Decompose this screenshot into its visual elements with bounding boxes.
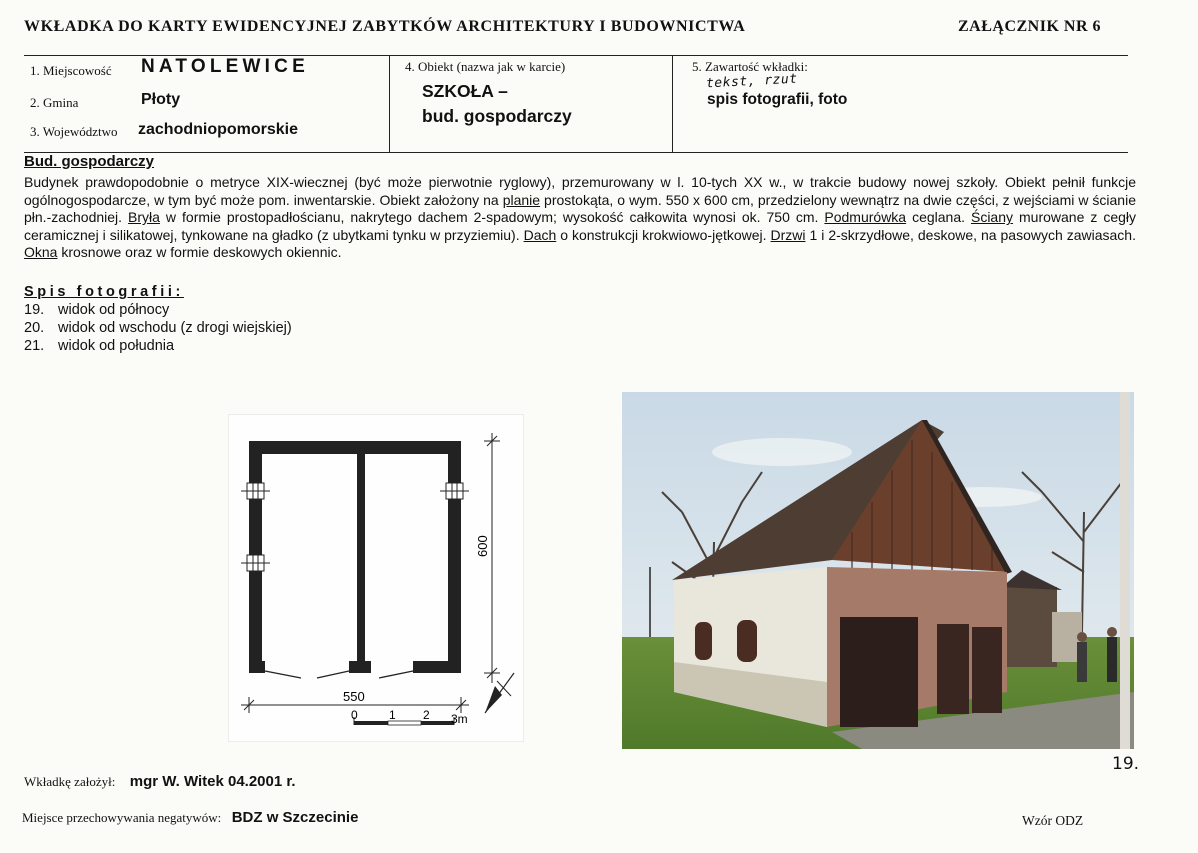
scale-label-1: 1 (389, 708, 396, 722)
scale-label-0: 0 (351, 708, 358, 722)
plan-wall-top (249, 441, 461, 454)
voivodeship-label: 3. Województwo (30, 124, 118, 139)
scale-label-2: 2 (423, 708, 430, 722)
table-divider-2 (672, 55, 673, 152)
floor-plan-drawing (229, 415, 523, 741)
description-text: Budynek prawdopodobnie o metryce XIX-wiecznej (być może pierwotnie ryglowy), przemurowany w l. 10-tych XX w., w trakcie budowy nowej szkoły. Obiekt pełnił funkcje ogólnogospodarcze, w tym być może pom. inwentarskie. Obiekt założony na planie prostokąta, o wym. 550 x 600 cm, przedzielony wewnątrz na dwie części, z wejściami w ścianie płn.-zachodniej. Bryła w formie prostopadłościanu, nakrytego dachem 2-spadowym; wysokość całkowita wynosi ok. 750 cm. Podmurówka ceglana. Ściany murowane z cegły ceramicznej i silikatowej, tynkowane na gładko (z ubytkami tynku w przyziemiu). Dach o konstrukcji krokwiowo-jętkowej. Drzwi 1 i 2-skrzydłowe, deskowe, na pasowych zawiasach. Okna krosnowe oraz w formie deskowych okiennic. (24, 174, 1136, 261)
contents-value: spis fotografii, foto (707, 91, 848, 108)
plan-width-dimension: 550 (343, 689, 365, 704)
table-divider-1 (389, 55, 390, 152)
contents-label: 5. Zawartość wkładki: (692, 59, 808, 74)
storage-row (22, 809, 358, 827)
photo-list-item: 20. widok od wschodu (z drogi wiejskiej) (24, 320, 292, 336)
commune-value: Płoty (141, 91, 181, 108)
locality-label: 1. Miejscowość (30, 63, 112, 78)
author-row (24, 773, 296, 791)
template-label: Wzór ODZ (1022, 813, 1084, 828)
storage-value: BDZ w Szczecinie (231, 809, 359, 826)
north-arrow-icon (485, 673, 514, 713)
object-name-line1: SZKOŁA – (422, 81, 508, 101)
scale-label-3: 3m (451, 712, 468, 726)
photo-list-item: 19. widok od północy (24, 302, 170, 318)
voivodeship-value: zachodniopomorskie (138, 121, 299, 138)
table-bottom-border (24, 152, 1128, 153)
photo-list-item: 21. widok od południa (24, 338, 175, 354)
floor-plan (228, 414, 524, 742)
contents-handwritten-note: tekst, rzut (705, 71, 798, 92)
photo-number-handwritten: 19. (1112, 754, 1140, 774)
building-photo (622, 392, 1134, 749)
storage-label: Miejsce przechowywania negatywów: (22, 810, 222, 825)
author-value: mgr W. Witek 04.2001 r. (129, 773, 296, 790)
object-name-line2: bud. gospodarczy (422, 106, 572, 126)
object-label: 4. Obiekt (nazwa jak w karcie) (405, 59, 566, 74)
author-label: Wkładkę założył: (24, 774, 116, 789)
description-heading: Bud. gospodarczy (24, 153, 155, 170)
plan-wall-partition (357, 453, 365, 663)
document-title: WKŁADKA DO KARTY EWIDENCYJNEJ ZABYTKÓW ARCHITEKTURY I BUDOWNICTWA (24, 18, 746, 35)
locality-value: NATOLEWICE (141, 56, 309, 77)
photo-list (24, 283, 292, 355)
plan-wall-right (448, 441, 461, 673)
photo-list-heading: Spis fotografii: (24, 284, 184, 300)
plan-depth-dimension: 600 (475, 535, 490, 557)
annex-number: ZAŁĄCZNIK NR 6 (958, 18, 1102, 35)
commune-label: 2. Gmina (30, 95, 79, 110)
photo-drawing (622, 392, 1134, 749)
